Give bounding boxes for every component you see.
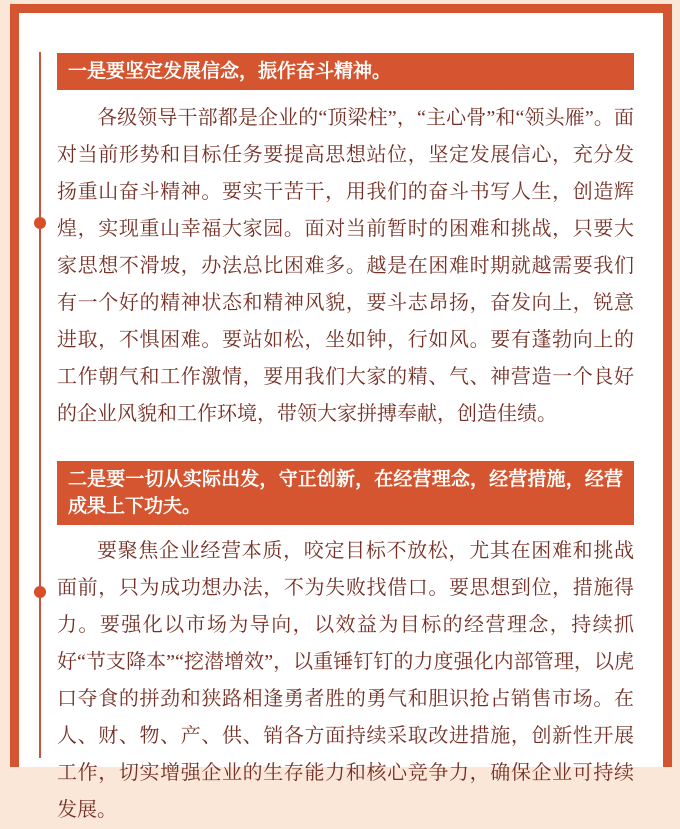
section-1-heading-banner: 一是要坚定发展信念，振作奋斗精神。: [57, 53, 634, 90]
article-content: [57, 0, 634, 829]
timeline-dot-section-2: [34, 586, 46, 598]
timeline-dot-section-1: [34, 217, 46, 229]
section-2-paragraph: 要聚焦企业经营本质，咬定目标不放松，尤其在困难和挑战面前，只为成功想办法，不为失败找借口。要思想到位，措施得力。要强化以市场为导向，以效益为目标的经营理念，持续抓好“节支降本”“挖潜增效”，以重锤钉钉的力度强化内部管理，以虎口夺食的拼劲和狭路相逢勇者胜的勇气和胆识抢占销售市场。在人、财、物、产、供、销各方面持续采取改进措施，创新性开展工作，切实增强企业的生存能力和核心竞争力，确保企业可持续发展。: [57, 540, 634, 821]
section-1-paragraph: 各级领导干部都是企业的“顶梁柱”，“主心骨”和“领头雁”。面对当前形势和目标任务要提高思想站位，坚定发展信心，充分发扬重山奋斗精神。要实干苦干，用我们的奋斗书写人生，创造辉煌，实现重山幸福大家园。面对当前暂时的困难和挑战，只要大家思想不滑坡，办法总比困难多。越是在困难时期就越需要我们有一个好的精神状态和精神风貌，要斗志昂扬，奋发向上，锐意进取，不惧困难。要站如松，坐如钟，行如风。要有蓬勃向上的工作朝气和工作激情，要用我们大家的精、气、神营造一个良好的企业风貌和工作环境，带领大家拼搏奉献，创造佳绩。: [57, 107, 634, 425]
section-2-heading-banner: 二是要一切从实际出发，守正创新，在经营理念，经营措施，经营成果上下功夫。: [57, 461, 634, 525]
section-2: [57, 461, 634, 829]
timeline-line: [39, 52, 41, 758]
section-1: [57, 53, 634, 433]
